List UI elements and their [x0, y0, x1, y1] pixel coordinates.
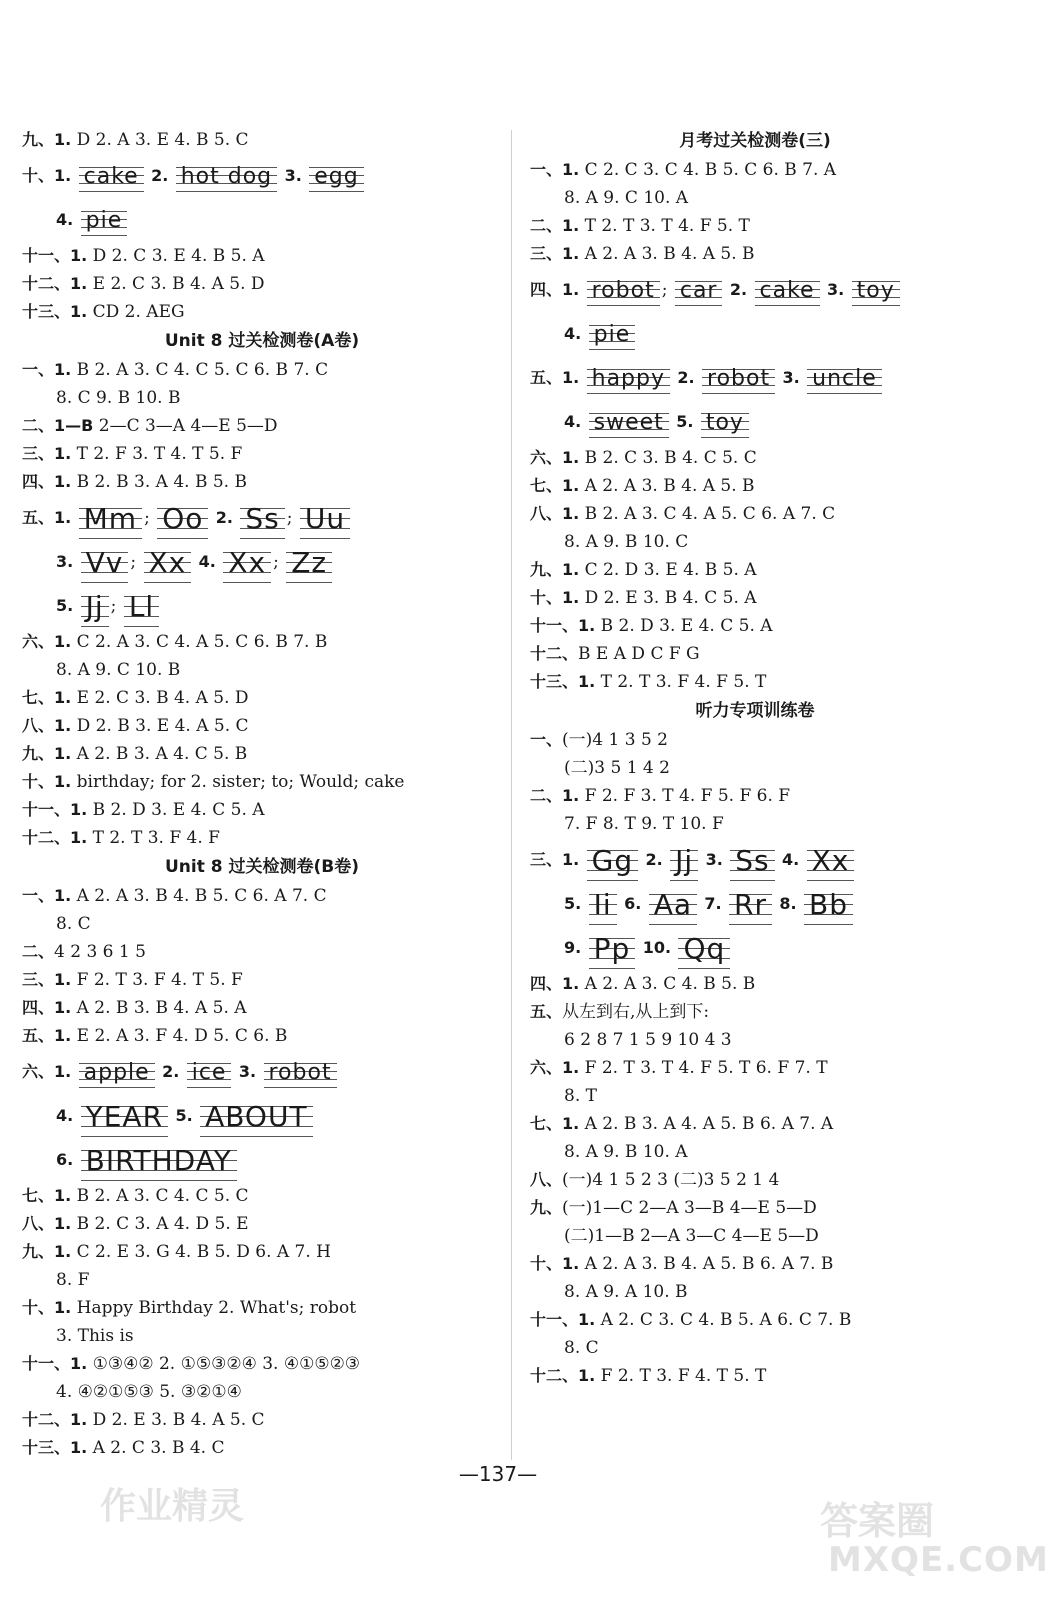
handwriting-box: toy [852, 274, 900, 308]
question-number: 七、1. [22, 688, 72, 707]
answer-line [530, 1306, 980, 1334]
answer-text: A 2. A 3. C 4. B 5. B [584, 974, 756, 994]
answer-line [530, 240, 980, 268]
question-number: 五、1. [22, 1026, 72, 1045]
question-number: 十、1. [530, 1254, 580, 1273]
question-number: 7. [704, 894, 722, 913]
answer-text: E 2. C 3. B 4. A 5. D [76, 688, 249, 708]
question-number: 三、1. [530, 850, 580, 869]
question-number: 一、1. [22, 360, 72, 379]
answer-line [530, 212, 980, 240]
answer-line [22, 966, 502, 994]
answer-line [22, 198, 502, 242]
answer-line [22, 796, 502, 824]
answer-line [22, 440, 502, 468]
answer-line [22, 768, 502, 796]
answer-line [22, 1050, 502, 1094]
handwriting-box: pie [81, 204, 128, 238]
answer-text: 8. T [564, 1086, 597, 1106]
question-number: 3. [826, 280, 845, 299]
answer-line [22, 656, 502, 684]
question-number: 5. [676, 412, 694, 431]
question-number: 4. [564, 324, 582, 343]
question-number: 八、1. [530, 504, 580, 523]
question-number: 十二、1. [22, 1410, 88, 1429]
answer-line [530, 1138, 980, 1166]
handwriting-box: cake [79, 160, 144, 194]
handwriting-box: Vv [81, 543, 129, 583]
answer-line [530, 810, 980, 838]
section-title: Unit 8 过关检测卷(A卷) [164, 331, 360, 351]
handwriting-box: ice [187, 1056, 232, 1090]
answer-line [22, 882, 502, 910]
answer-line [22, 468, 502, 496]
question-number: 九、1. [22, 1242, 72, 1261]
answer-text: CD 2. AEG [92, 302, 185, 322]
answer-text: A 2. B 3. B 4. A 5. A [76, 998, 247, 1018]
question-number: 2. [677, 368, 695, 387]
answer-line [530, 556, 980, 584]
handwriting-box: car [675, 274, 723, 308]
question-number: 十三、1. [22, 302, 88, 321]
question-number: 八、 [530, 1170, 563, 1189]
answer-text: 6 2 8 7 1 5 9 10 4 3 [564, 1030, 732, 1050]
question-number: 二、1—B [22, 416, 94, 435]
handwriting-box: Zz [286, 543, 332, 583]
question-number: 十一、1. [22, 1354, 88, 1373]
watermark-site: MXQE.COM [828, 1540, 1049, 1580]
answer-line [530, 882, 980, 926]
question-number: 4. [56, 210, 74, 229]
answer-text: (二)3 5 1 4 2 [564, 758, 670, 778]
page-number: —137— [458, 1462, 538, 1486]
watermark-logo: 答案圈 [820, 1499, 935, 1543]
answer-text: B 2. D 3. E 4. C 5. A [600, 616, 773, 636]
answer-text: A 2. A 3. B 4. A 5. B 6. A 7. B [584, 1254, 834, 1274]
question-number: 十三、1. [530, 672, 596, 691]
question-number: 二、1. [530, 786, 580, 805]
answer-line [22, 712, 502, 740]
answer-text: 8. C [564, 1338, 599, 1358]
answer-text: 3. This is [56, 1326, 134, 1346]
handwriting-box: robot [587, 274, 660, 308]
answer-line [22, 1434, 502, 1462]
answer-line [530, 926, 980, 970]
answer-text: E 2. C 3. B 4. A 5. D [92, 274, 265, 294]
handwriting-box: Xx [144, 543, 192, 583]
answer-text: 4 2 3 6 1 5 [54, 942, 146, 962]
question-number: 十二、1. [22, 828, 88, 847]
answer-line [530, 838, 980, 882]
answer-line [22, 994, 502, 1022]
answer-line: 五、1. Mm ; Oo 2. Ss ; Uu [22, 496, 502, 540]
handwriting-box: Jj [670, 841, 698, 881]
answer-text: D 2. E 3. B 4. A 5. C [92, 1410, 265, 1430]
handwriting-box: Aa [649, 885, 697, 925]
handwriting-box: apple [79, 1056, 155, 1090]
question-number: 六、1. [530, 1058, 580, 1077]
watermark-logo: 作业精灵 [100, 1486, 245, 1527]
handwriting-box: Pp [589, 929, 636, 969]
answer-text: F 2. T 3. F 4. T 5. F [76, 970, 243, 990]
left-column [22, 126, 502, 1462]
question-number: 五、1. [530, 368, 580, 387]
question-number: 十、1. [22, 166, 72, 185]
handwriting-box: uncle [807, 362, 882, 396]
answer-text: T 2. T 3. F 4. F 5. T [600, 672, 767, 692]
question-number: 八、1. [22, 1214, 72, 1233]
answer-text: A 2. C 3. B 4. C [92, 1438, 225, 1458]
question-number: 二、 [22, 942, 55, 961]
answer-text: A 2. A 3. B 4. A 5. B [584, 476, 755, 496]
question-number: 八、1. [22, 716, 72, 735]
answer-text: D 2. A 3. E 4. B 5. C [76, 130, 249, 150]
answer-line [530, 444, 980, 472]
answer-line [530, 1278, 980, 1306]
handwriting-box: BIRTHDAY [81, 1141, 237, 1181]
answer-line [530, 184, 980, 212]
question-number: 6. [56, 1150, 74, 1169]
answer-text: B 2. A 3. C 4. C 5. C 6. B 7. C [76, 360, 329, 380]
answer-text: T 2. T 3. T 4. F 5. T [584, 216, 750, 236]
answer-line [22, 910, 502, 938]
answer-line [530, 1362, 980, 1390]
answer-text: 8. F [56, 1270, 90, 1290]
question-number: 十、1. [530, 588, 580, 607]
answer-line [530, 356, 980, 400]
question-number: 四、1. [22, 472, 72, 491]
answer-line [22, 384, 502, 412]
answer-text: 4. ④②①⑤③ 5. ③②①④ [56, 1382, 242, 1402]
question-number: 3. [705, 850, 723, 869]
answer-line [530, 612, 980, 640]
question-number: 3. [284, 166, 302, 185]
answer-line [530, 156, 980, 184]
answer-line [22, 1094, 502, 1138]
answer-line [530, 754, 980, 782]
right-column [530, 126, 980, 1390]
question-number: 一、1. [530, 160, 580, 179]
question-number: 四、1. [530, 974, 580, 993]
answer-line [22, 824, 502, 852]
handwriting-box: Bb [804, 885, 853, 925]
answer-text: D 2. B 3. E 4. A 5. C [76, 716, 249, 736]
answer-text: (一)1—C 2—A 3—B 4—E 5—D [562, 1198, 817, 1218]
answer-text: (一)4 1 3 5 2 [562, 730, 668, 750]
handwriting-box: Jj [81, 587, 109, 627]
question-number: 2. [151, 166, 169, 185]
question-number: 5. [564, 894, 582, 913]
answer-line [530, 640, 980, 668]
answer-text: 8. A 9. C 10. A [564, 188, 689, 208]
question-number: 一、1. [22, 886, 72, 905]
question-number: 六、1. [530, 448, 580, 467]
answer-line [530, 1250, 980, 1278]
answer-text: F 2. T 3. F 4. T 5. T [600, 1366, 767, 1386]
answer-text: 从左到右,从上到下: [562, 1002, 710, 1022]
answer-line [22, 1266, 502, 1294]
answer-line [22, 938, 502, 966]
question-number: 十一、1. [22, 246, 88, 265]
answer-line: 四、1. robot ; car 2. cake 3. toy [530, 268, 980, 312]
answer-line [530, 1166, 980, 1194]
answer-line [22, 1238, 502, 1266]
answer-text: A 2. A 3. B 4. B 5. C 6. A 7. C [76, 886, 327, 906]
handwriting-box: Ii [589, 885, 617, 925]
answer-text: A 2. A 3. B 4. A 5. B [584, 244, 755, 264]
handwriting-box: Uu [300, 499, 350, 539]
answer-line [22, 1350, 502, 1378]
question-number: 十二、1. [530, 1366, 596, 1385]
answer-text: B 2. D 3. E 4. C 5. A [92, 800, 265, 820]
question-number: 三、1. [22, 970, 72, 989]
question-number: 2. [645, 850, 663, 869]
handwriting-box: Xx [807, 841, 855, 881]
question-number: 七、1. [22, 1186, 72, 1205]
question-number: 十一、1. [530, 616, 596, 635]
handwriting-box: Xx [223, 543, 271, 583]
question-number: 4. [564, 412, 582, 431]
question-number: 4. [56, 1106, 74, 1125]
answer-line [22, 1210, 502, 1238]
answer-text: A 2. C 3. C 4. B 5. A 6. C 7. B [600, 1310, 852, 1330]
column-divider [511, 130, 512, 1460]
answer-text: 8. C [56, 914, 91, 934]
question-number: 9. [564, 938, 582, 957]
section-title: 听力专项训练卷 [695, 701, 815, 721]
answer-line [530, 400, 980, 444]
answer-line [530, 970, 980, 998]
answer-text: F 2. F 3. T 4. F 5. F 6. F [584, 786, 791, 806]
answer-line [530, 1054, 980, 1082]
handwriting-box: sweet [589, 406, 669, 440]
answer-text: D 2. C 3. E 4. B 5. A [92, 246, 265, 266]
question-number: 2. [162, 1062, 180, 1081]
question-number: 3. [782, 368, 800, 387]
question-number: 十一、1. [530, 1310, 596, 1329]
answer-line [530, 1082, 980, 1110]
answer-text: B 2. A 3. C 4. A 5. C 6. A 7. C [584, 504, 836, 524]
answer-line [530, 1334, 980, 1362]
handwriting-box: ABOUT [200, 1097, 313, 1137]
question-number: 四、1. [530, 280, 580, 299]
answer-line [22, 1138, 502, 1182]
answer-line [22, 412, 502, 440]
answer-line [22, 684, 502, 712]
answer-text: B 2. B 3. A 4. B 5. B [76, 472, 247, 492]
question-number: 十二、1. [22, 274, 88, 293]
question-number: 10. [642, 938, 672, 957]
answer-line [530, 1110, 980, 1138]
question-number: 4. [198, 552, 216, 571]
answer-line [530, 668, 980, 696]
question-number: 十一、1. [22, 800, 88, 819]
question-number: 8. [779, 894, 797, 913]
answer-text: C 2. A 3. C 4. A 5. C 6. B 7. B [76, 632, 328, 652]
question-number: 6. [624, 894, 642, 913]
question-number: 3. [56, 552, 74, 571]
answer-line: 3. Vv ; Xx 4. Xx ; Zz [22, 540, 502, 584]
handwriting-box: Rr [729, 885, 772, 925]
handwriting-box: Mm [79, 499, 142, 539]
answer-text: B E A D C F G [578, 644, 700, 664]
handwriting-box: toy [701, 406, 749, 440]
question-number: 3. [238, 1062, 257, 1081]
section-title: Unit 8 过关检测卷(B卷) [164, 857, 360, 877]
answer-line [530, 1026, 980, 1054]
answer-line [22, 740, 502, 768]
answer-text: E 2. A 3. F 4. D 5. C 6. B [76, 1026, 288, 1046]
answer-text: B 2. C 3. B 4. C 5. C [584, 448, 757, 468]
answer-line: 5. Jj ; Ll [22, 584, 502, 628]
answer-text: (二)1—B 2—A 3—C 4—E 5—D [564, 1226, 819, 1246]
answer-text: 8. A 9. A 10. B [564, 1282, 688, 1302]
handwriting-box: pie [589, 318, 636, 352]
question-number: 一、 [530, 730, 563, 749]
answer-line [22, 1406, 502, 1434]
answer-text: B 2. C 3. A 4. D 5. E [76, 1214, 249, 1234]
question-number: 三、1. [530, 244, 580, 263]
answer-line [22, 1322, 502, 1350]
handwriting-box: Gg [587, 841, 638, 881]
handwriting-box: Ss [730, 841, 774, 881]
question-number: 七、1. [530, 476, 580, 495]
answer-text: 2—C 3—A 4—E 5—D [98, 416, 278, 436]
question-number: 十、1. [22, 772, 72, 791]
answer-line [22, 1294, 502, 1322]
question-number: 十、1. [22, 1298, 72, 1317]
question-number: 五、 [530, 1002, 563, 1021]
answer-line [530, 782, 980, 810]
answer-text: birthday; for 2. sister; to; Would; cake [76, 772, 405, 792]
answer-line [22, 1182, 502, 1210]
answer-text: C 2. D 3. E 4. B 5. A [584, 560, 757, 580]
answer-text: 8. A 9. B 10. C [564, 532, 689, 552]
answer-line [530, 500, 980, 528]
answer-line [22, 154, 502, 198]
answer-text: 8. A 9. C 10. B [56, 660, 181, 680]
question-number: 十三、1. [22, 1438, 88, 1457]
answer-text: ①③④② 2. ①⑤③②④ 3. ④①⑤②③ [92, 1354, 361, 1374]
answer-text: D 2. E 3. B 4. C 5. A [584, 588, 757, 608]
handwriting-box: Oo [157, 499, 208, 539]
handwriting-box: cake [755, 274, 820, 308]
answer-line [530, 312, 980, 356]
answer-line [530, 528, 980, 556]
answer-line [22, 356, 502, 384]
answer-text: Happy Birthday 2. What's; robot [76, 1298, 357, 1318]
answer-text: T 2. F 3. T 4. T 5. F [76, 444, 243, 464]
question-number: 十二、 [530, 644, 579, 663]
handwriting-box: robot [702, 362, 775, 396]
answer-line [22, 298, 502, 326]
question-number: 2. [729, 280, 748, 299]
question-number: 六、1. [22, 1062, 72, 1081]
section-title: 月考过关检测卷(三) [679, 131, 831, 151]
answer-text: 7. F 8. T 9. T 10. F [564, 814, 724, 834]
handwriting-box: Ss [240, 499, 284, 539]
answer-line [22, 242, 502, 270]
handwriting-box: Qq [678, 929, 730, 969]
question-number: 4. [782, 850, 800, 869]
question-number: 六、1. [22, 632, 72, 651]
answer-line [530, 1222, 980, 1250]
answer-text: A 2. B 3. A 4. C 5. B [76, 744, 248, 764]
question-number: 2. [215, 508, 233, 527]
answer-line [530, 472, 980, 500]
answer-text: (一)4 1 5 2 3 (二)3 5 2 1 4 [562, 1170, 780, 1190]
handwriting-box: YEAR [81, 1097, 168, 1137]
answer-text: T 2. T 3. F 4. F [92, 828, 220, 848]
question-number: 5. [56, 596, 74, 615]
handwriting-box: robot [264, 1056, 337, 1090]
question-number: 九、1. [22, 744, 72, 763]
handwriting-box: Ll [124, 587, 159, 627]
answer-line [22, 126, 502, 154]
question-number: 二、1. [530, 216, 580, 235]
question-number: 四、1. [22, 998, 72, 1017]
question-number: 五、1. [22, 508, 72, 527]
answer-line [22, 1022, 502, 1050]
answer-text: C 2. C 3. C 4. B 5. C 6. B 7. A [584, 160, 837, 180]
question-number: 5. [175, 1106, 193, 1125]
answer-line [530, 1194, 980, 1222]
question-number: 九、 [530, 1198, 563, 1217]
answer-text: 8. C 9. B 10. B [56, 388, 181, 408]
answer-line [22, 628, 502, 656]
answer-line [530, 584, 980, 612]
answer-text: C 2. E 3. G 4. B 5. D 6. A 7. H [76, 1242, 332, 1262]
answer-line [530, 726, 980, 754]
question-number: 七、1. [530, 1114, 580, 1133]
handwriting-box: hot dog [176, 160, 277, 194]
answer-text: B 2. A 3. C 4. C 5. C [76, 1186, 249, 1206]
handwriting-box: egg [309, 160, 363, 194]
answer-line [530, 998, 980, 1026]
question-number: 九、1. [530, 560, 580, 579]
answer-text: A 2. B 3. A 4. A 5. B 6. A 7. A [584, 1114, 834, 1134]
answer-text: 8. A 9. B 10. A [564, 1142, 688, 1162]
answer-line [22, 270, 502, 298]
handwriting-box: happy [587, 362, 670, 396]
question-number: 九、1. [22, 130, 72, 149]
question-number: 三、1. [22, 444, 72, 463]
answer-line [22, 1378, 502, 1406]
answer-text: F 2. T 3. T 4. F 5. T 6. F 7. T [584, 1058, 828, 1078]
